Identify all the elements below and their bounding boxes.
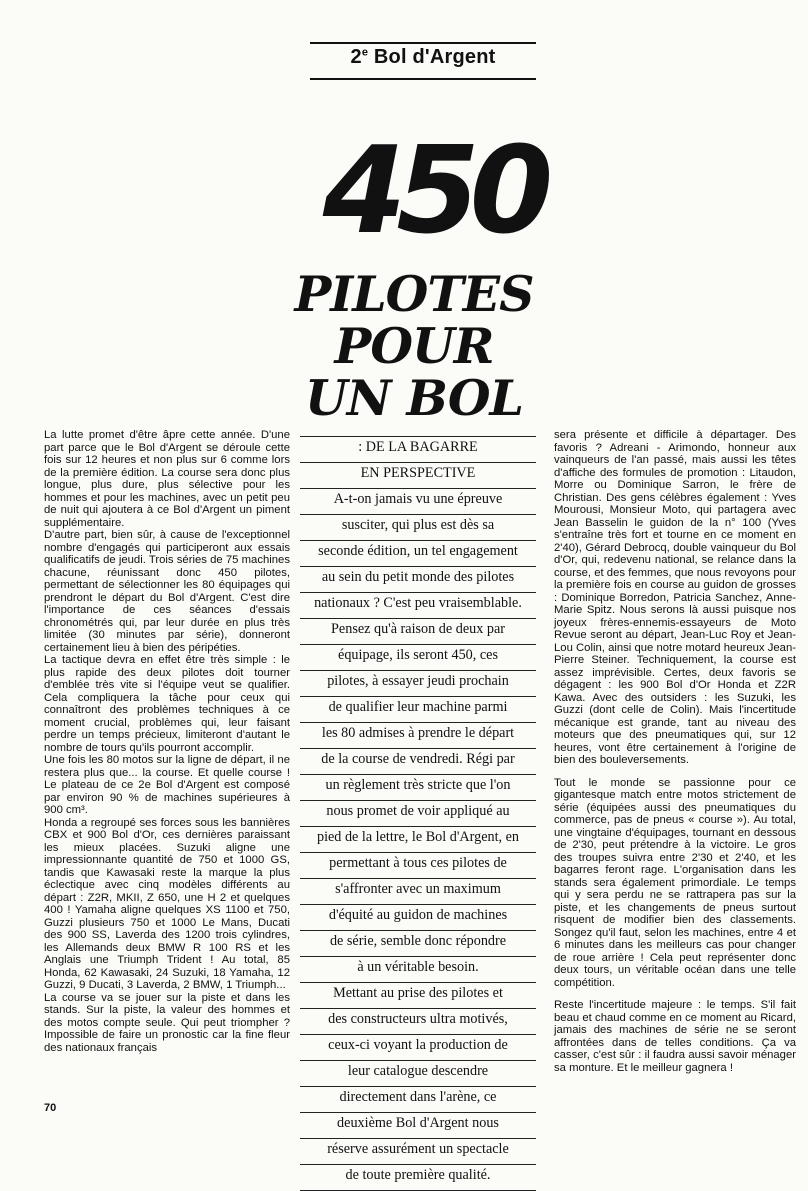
- intro-line: un règlement très stricte que l'on: [300, 775, 536, 801]
- paragraph: Honda a regroupé ses forces sous les bannières CBX et 900 Bol d'Or, ces dernières paraissant les mieux placées. Suzuki aligne une impressionnante quantité de 750 et 1000 GS, tandis que Kawasaki reste la marque la plus éclectique avec cinq modèles différents au départ : Z2R, MKII, Z 650, une H 2 et quelques 400 ! Yamaha aligne quelques XS 1100 et 750, Guzzi plusieurs 750 et 1000 Le Mans, Ducati des 900 SS, Laverda des 1200 trois cylindres, les Allemands deux BMW R 100 RS et les Anglais une Triumph Trident ! Au total, 85 Honda, 62 Kawasaki, 24 Suzuki, 18 Yamaha, 12 Guzzi, 9 Ducati, 3 Laverda, 2 BMW, 1 Triumph...: [44, 816, 290, 991]
- section-header: [310, 46, 536, 69]
- paragraph: Tout le monde se passionne pour ce gigantesque match entre motos strictement de série (équipées aussi des pneumatiques du commerce, pas de pneus « course »). Au total, une vingtaine d'équipages, tournant en dessous de 2'30, peut prétendre à la victoire. Le gros des troupes suivra entre 2'30 et 2'40, et les bagarres feront rage. L'organisation dans les stands sera également primordiale. Le temps qui y sera perdu ne se rattrapera pas sur la piste, et les changements de pneus surtout risquent de modifier bien des classements. Songez qu'il faut, selon les machines, entre 4 et 6 minutes dans les meilleurs cas pour changer de roue arrière ! Cela peut représenter donc deux tours, un véritable océan dans une telle compétition.: [554, 776, 796, 989]
- intro-line: de la course de vendredi. Régi par: [300, 749, 536, 775]
- intro-line: nous promet de voir appliqué au: [300, 801, 536, 827]
- intro-line: de série, semble donc répondre: [300, 931, 536, 957]
- intro-line: seconde édition, un tel engagement: [300, 541, 536, 567]
- intro-line: leur catalogue descendre: [300, 1061, 536, 1087]
- intro-line: pied de la lettre, le Bol d'Argent, en: [300, 827, 536, 853]
- intro-line: Pensez qu'à raison de deux par: [300, 619, 536, 645]
- intro-line: des constructeurs ultra motivés,: [300, 1009, 536, 1035]
- intro-line: EN PERSPECTIVE: [300, 463, 536, 489]
- page-number: 70: [44, 1102, 57, 1114]
- headline-title: [280, 265, 548, 427]
- intro-line: susciter, qui plus est dès sa: [300, 515, 536, 541]
- intro-line: réserve assurément un spectacle: [300, 1139, 536, 1165]
- paragraph: Une fois les 80 motos sur la ligne de départ, il ne restera plus que... la course. Et quelle course ! Le plateau de ce 2e Bol d'Argent est composé par environ 90 % de machines supérieures à 900 cm³.: [44, 754, 290, 816]
- intro-line: s'affronter avec un maximum: [300, 879, 536, 905]
- header-ordinal-suffix: e: [361, 46, 369, 59]
- intro-line: à un véritable besoin.: [300, 957, 536, 983]
- headline-line: PILOTES: [294, 265, 534, 323]
- intro-line: d'équité au guidon de machines: [300, 905, 536, 931]
- paragraph: La lutte promet d'être âpre cette année. D'une part parce que le Bol d'Argent se déroule cette fois sur 12 heures et non plus sur 6 comme lors de la première édition. La course sera donc plus longue, plus dure, plus sélective pour les hommes et pour les machines, avec un petit peu de nuit qui ajoutera à ce Bol d'Argent un piment supplémentaire.: [44, 429, 290, 529]
- intro-block: [300, 436, 536, 1191]
- intro-line: deuxième Bol d'Argent nous: [300, 1113, 536, 1139]
- headline-line: UN BOL: [304, 369, 524, 427]
- header-ordinal: 2: [350, 46, 362, 68]
- left-column: [44, 429, 290, 1054]
- intro-line: Mettant au prise des pilotes et: [300, 983, 536, 1009]
- intro-line: permettant à tous ces pilotes de: [300, 853, 536, 879]
- intro-line: : DE LA BAGARRE: [300, 436, 536, 463]
- intro-line: directement dans l'arène, ce: [300, 1087, 536, 1113]
- paragraph: sera présente et difficile à départager. Des favoris ? Adreani - Arimondo, honneur aux vainqueurs de l'an passé, mais aussi les têtes d'affiche des formules de promotion : Litaudon, Morre ou Dominique Sarron, le frère de Christian. Des gens célèbres également : Yves Mourousi, Monsieur Moto, qui partagera avec Jean Basselin le guidon de la n° 100 (Yves s'entraîne très fort et tourne en ce moment en 2'40), Gérard Debrocq, double vainqueur du Bol d'Or, qui, redevenu national, se relance dans la course, et des femmes, que nous revoyons pour la première fois en course au guidon de grosses : Dominique Borredon, Patricia Sanchez, Anne-Marie Spitz. Nous serons là aussi puisque nos joyeux frères-ennemis-essayeurs de Moto Revue seront au départ, Jean-Luc Roy et Jean-Lou Colin, ainsi que notre motard heureux Jean-Pierre Steiner. Techniquement, la course est assez imprévisible. Certes, deux favoris se dégagent : les 900 Bol d'Or Honda et Z2R Kawa. Avec des outsiders : les Suzuki, les Guzzi (dont celle de Colin). Mais l'incertitude mécanique est grande, tant au niveau des moteurs que des pneumatiques qui, sur 12 heures, vont être certainement à l'origine de bien des bouleversements.: [554, 429, 796, 766]
- intro-line: pilotes, à essayer jeudi prochain: [300, 671, 536, 697]
- intro-line: A-t-on jamais vu une épreuve: [300, 489, 536, 515]
- intro-line: les 80 admises à prendre le départ: [300, 723, 536, 749]
- intro-line: nationaux ? C'est peu vraisemblable.: [300, 593, 536, 619]
- right-column: [554, 429, 796, 1074]
- header-title: Bol d'Argent: [373, 46, 496, 68]
- headline-line: POUR: [334, 317, 494, 375]
- paragraph: La tactique devra en effet être très simple : le plus rapide des deux pilotes doit tourner d'emblée très vite si l'équipe veut se qualifier. Cela compliquera la tâche pour ceux qui connaîtront des problèmes techniques à ce moment crucial, problèmes qui, leur faisant perdre un temps précieux, limiteront d'autant le nombre de tours qu'ils pourront accomplir.: [44, 654, 290, 754]
- headline-number: 450: [322, 122, 544, 261]
- paragraph: Reste l'incertitude majeure : le temps. S'il fait beau et chaud comme en ce moment au Ricard, jamais des machines de série ne se seront affrontées dans de telles conditions. Ça va casser, c'est sûr : il faudra aussi savoir ménager sa monture. Et le meilleur gagnera !: [554, 999, 796, 1074]
- intro-line: ceux-ci voyant la production de: [300, 1035, 536, 1061]
- intro-line: équipage, ils seront 450, ces: [300, 645, 536, 671]
- paragraph: La course va se jouer sur la piste et dans les stands. Sur la piste, la valeur des hommes et des motos compte seule. Qui peut triompher ? Impossible de faire un pronostic car la fine fleur des nationaux français: [44, 991, 290, 1054]
- header-rule-bottom: [310, 78, 536, 80]
- paragraph: D'autre part, bien sûr, à cause de l'exceptionnel nombre d'engagés qui participeront aux essais qualificatifs de jeudi. Trois séries de 75 machines chacune, réunissant donc 450 pilotes, permettant de sélectionner les 80 équipages qui prendront le départ du Bol d'Argent. C'est dire l'importance de ces séances d'essais chronométrés qui, par leur durée en plus très limitée (30 minutes par série), donneront certainement lieu à bien des péripéties.: [44, 529, 290, 654]
- intro-line: de toute première qualité.: [300, 1165, 536, 1191]
- header-rule-top: [310, 42, 536, 44]
- intro-line: de qualifier leur machine parmi: [300, 697, 536, 723]
- intro-line: au sein du petit monde des pilotes: [300, 567, 536, 593]
